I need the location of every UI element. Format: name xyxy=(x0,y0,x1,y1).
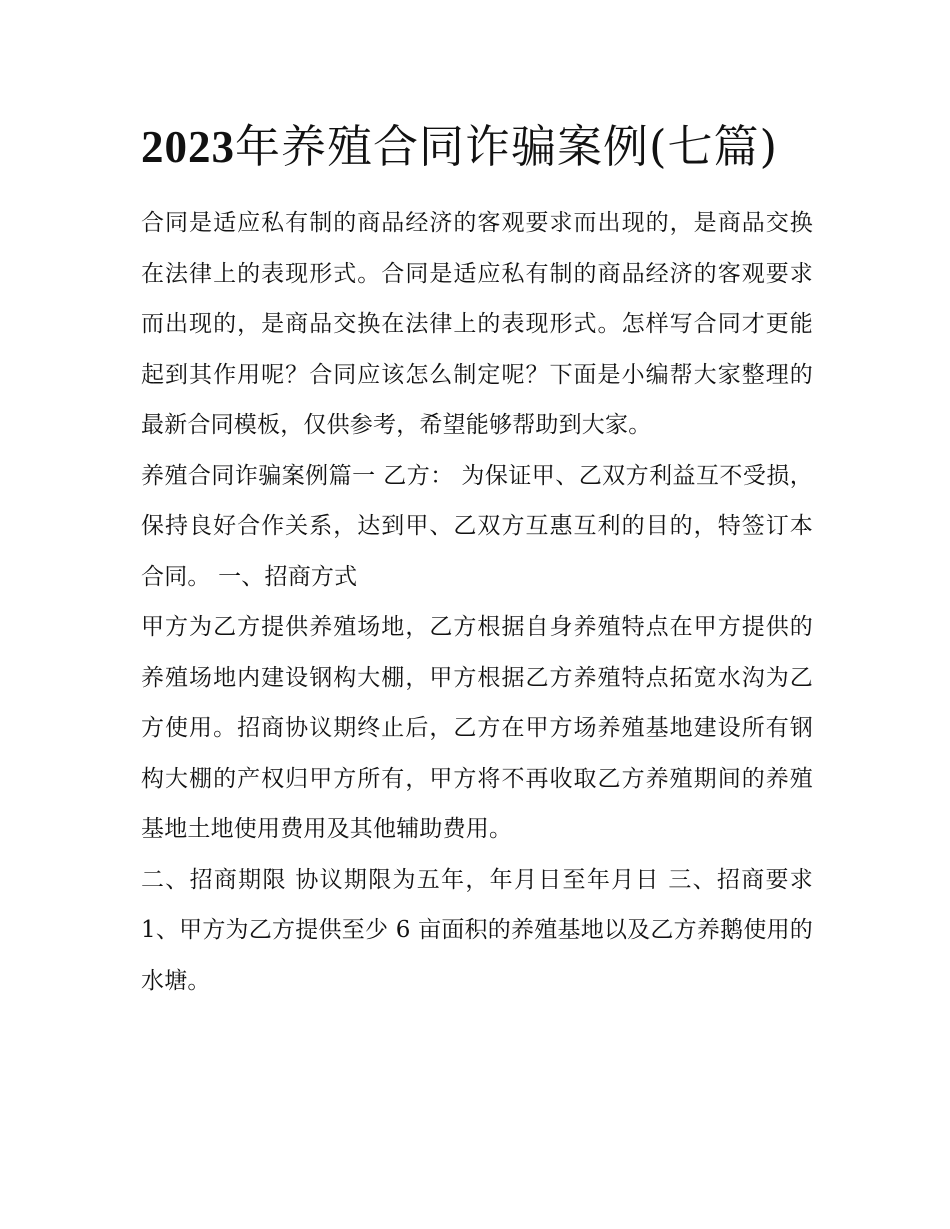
title-text: 年养殖合同诈骗案例(七篇) xyxy=(235,120,779,173)
intro-paragraph: 合同是适应私有制的商品经济的客观要求而出现的，是商品交换在法律上的表现形式。合同是适应私有制的商品经济的客观要求而出现的，是商品交换在法律上的表现形式。怎样写合同才更能起到其作用呢？合同应该怎么制定呢？下面是小编帮大家整理的最新合同模板，仅供参考，希望能够帮助到大家。 xyxy=(141,210,813,438)
term-requirements-paragraph: 二、招商期限 协议期限为五年，年月日至年月日 三、招商要求 1、甲方为乙方提供至少 6 亩面积的养殖基地以及乙方养鹅使用的水塘。 xyxy=(141,866,813,994)
recruitment-method-paragraph: 甲方为乙方提供养殖场地，乙方根据自身养殖特点在甲方提供的养殖场地内建设钢构大棚，甲方根据乙方养殖特点拓宽水沟为乙方使用。招商协议期终止后，乙方在甲方场养殖基地建设所有钢构大棚的产权归甲方所有，甲方将不再收取乙方养殖期间的养殖基地土地使用费用及其他辅助费用。 xyxy=(141,614,813,842)
section-one-paragraph: 养殖合同诈骗案例篇一 乙方： 为保证甲、乙双方利益互不受损，保持良好合作关系，达到甲、乙双方互惠互利的目的，特签订本合同。 一、招商方式 xyxy=(141,462,813,590)
document-title xyxy=(141,116,813,178)
document-page xyxy=(141,116,813,1006)
title-year: 2023 xyxy=(141,122,235,172)
